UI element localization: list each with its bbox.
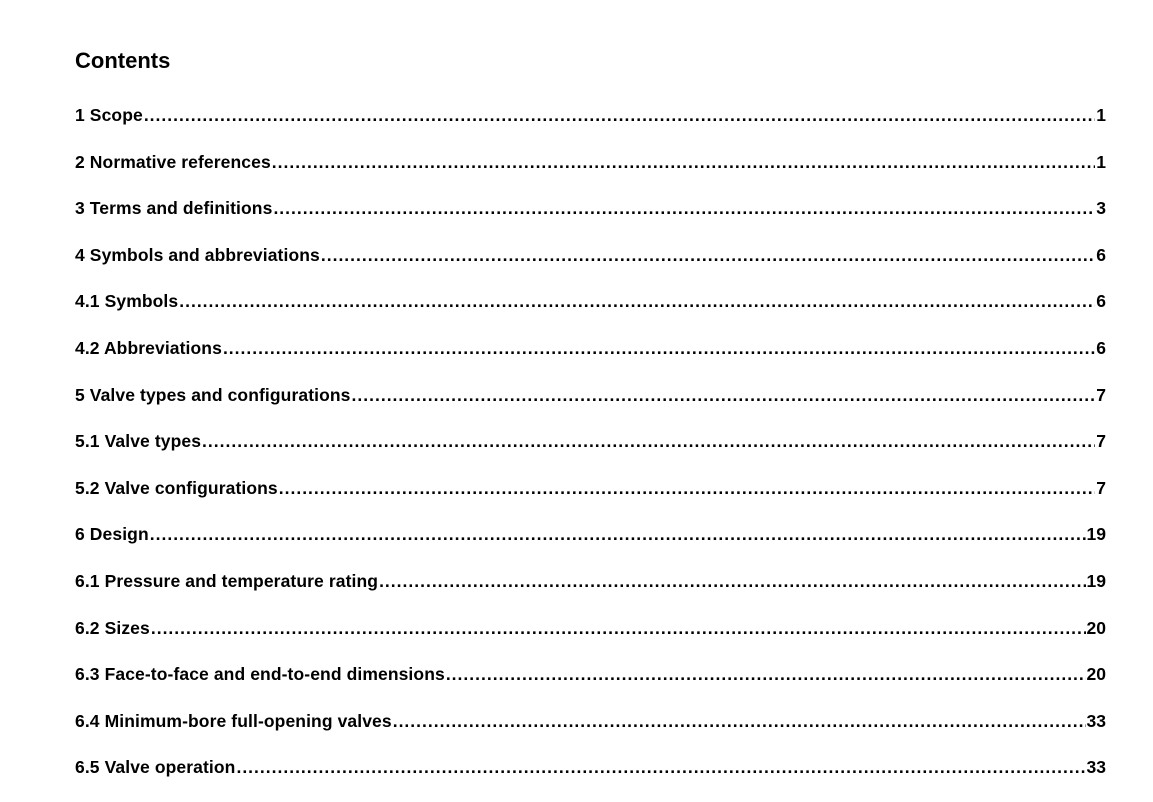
toc-entry[interactable] (75, 476, 1106, 523)
toc-entry[interactable] (75, 709, 1106, 756)
toc-dot-leader (321, 243, 1095, 267)
toc-entry-page: 7 (1096, 384, 1106, 405)
toc-entry[interactable] (75, 662, 1106, 709)
toc-entry-page: 1 (1096, 151, 1106, 172)
toc-dot-leader (446, 662, 1086, 686)
toc-entry-page: 7 (1096, 431, 1106, 452)
toc-entry[interactable] (75, 150, 1106, 197)
toc-entry-label: 6 Design (75, 524, 149, 545)
toc-dot-leader (179, 289, 1095, 313)
table-of-contents (75, 103, 1106, 802)
toc-entry-page: 20 (1086, 617, 1106, 638)
toc-entry[interactable] (75, 616, 1106, 663)
toc-entry-label: 6.5 Valve operation (75, 757, 236, 778)
toc-entry-page: 7 (1096, 477, 1106, 498)
toc-entry[interactable] (75, 755, 1106, 802)
toc-entry[interactable] (75, 289, 1106, 336)
toc-entry-page: 6 (1096, 244, 1106, 265)
toc-entry-label: 4.2 Abbreviations (75, 337, 222, 358)
toc-dot-leader (150, 522, 1086, 546)
toc-entry[interactable] (75, 429, 1106, 476)
toc-entry-page: 33 (1086, 710, 1106, 731)
toc-dot-leader (202, 429, 1095, 453)
toc-entry[interactable] (75, 336, 1106, 383)
toc-entry-page: 6 (1096, 291, 1106, 312)
toc-dot-leader (393, 709, 1086, 733)
toc-entry-page: 19 (1086, 524, 1106, 545)
toc-entry-page: 1 (1096, 105, 1106, 125)
toc-entry-page: 6 (1096, 337, 1106, 358)
toc-entry-label: 6.3 Face-to-face and end-to-end dimensions (75, 664, 445, 685)
toc-entry[interactable] (75, 522, 1106, 569)
toc-dot-leader (273, 196, 1095, 220)
toc-entry[interactable] (75, 243, 1106, 290)
toc-dot-leader (379, 569, 1085, 593)
toc-dot-leader (279, 476, 1096, 500)
toc-dot-leader (223, 336, 1095, 360)
toc-entry-label: 5 Valve types and configurations (75, 384, 351, 405)
toc-dot-leader (151, 616, 1086, 640)
toc-entry-label: 6.2 Sizes (75, 617, 150, 638)
toc-entry-page: 20 (1086, 664, 1106, 685)
toc-entry-label: 2 Normative references (75, 151, 271, 172)
toc-entry-label: 4.1 Symbols (75, 291, 179, 312)
toc-entry-page: 3 (1096, 198, 1106, 219)
toc-entry[interactable] (75, 103, 1106, 150)
toc-entry[interactable] (75, 196, 1106, 243)
toc-entry-label: 5.2 Valve configurations (75, 477, 278, 498)
toc-entry-label: 6.4 Minimum-bore full-opening valves (75, 710, 392, 731)
toc-entry-label: 4 Symbols and abbreviations (75, 244, 320, 265)
toc-dot-leader (352, 383, 1096, 407)
toc-entry[interactable] (75, 569, 1106, 616)
toc-entry[interactable] (75, 383, 1106, 430)
toc-entry-label: 6.1 Pressure and temperature rating (75, 570, 379, 591)
toc-entry-label: 1 Scope (75, 105, 143, 125)
toc-dot-leader (236, 755, 1085, 779)
toc-entry-label: 5.1 Valve types (75, 431, 202, 452)
toc-entry-page: 33 (1086, 757, 1106, 778)
toc-dot-leader (144, 103, 1095, 127)
toc-entry-label: 3 Terms and definitions (75, 198, 273, 219)
toc-dot-leader (272, 150, 1095, 174)
toc-entry-page: 19 (1086, 570, 1106, 591)
contents-title: Contents (75, 48, 171, 73)
